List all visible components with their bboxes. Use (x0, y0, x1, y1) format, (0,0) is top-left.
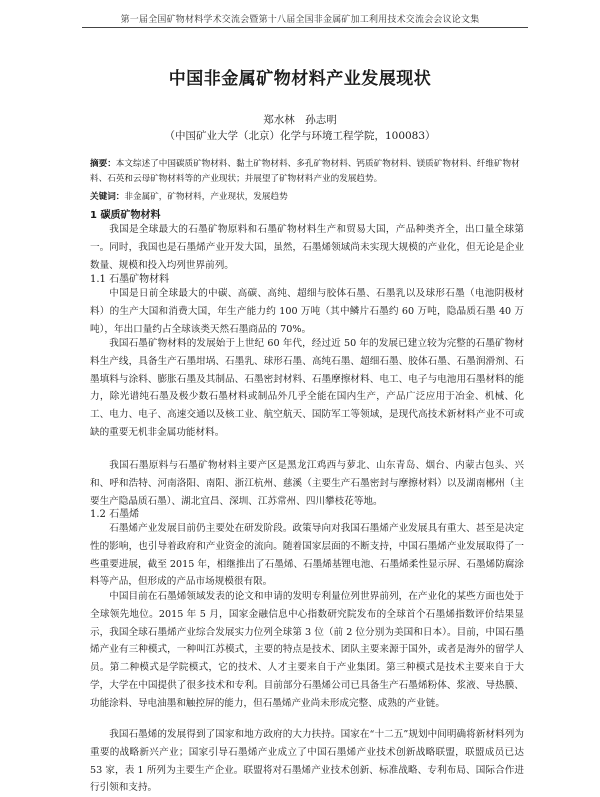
paragraph-2: 中国是日前全球最大的中碳、高碳、高纯、超细与胶体石墨、石墨乳以及球形石墨（电池阴极材料）的生产大国和消费大国，年生产能力约 100 万吨（其中鳞片石墨约 60 万吨，隐晶质石墨 40 万吨），年出口量约占全球该类天然石墨商品的 70%。 (90, 288, 524, 335)
keywords-label: 关键词： (90, 192, 125, 202)
paragraph-5: 石墨烯产业发展目前仍主要处在研发阶段。政策导向对我国石墨烯产业发展具有重大、甚至是决定性的影响，也引导着政府和产业资金的流向。随着国家层面的不断支持，中国石墨烯产业发展取得了一些重要进展，截至 2015 年，相继推出了石墨烯、石墨烯基锂电池、石墨烯柔性显示屏、石墨烯防腐涂料等产品，但形成的产品市场规模很有限。 (90, 523, 524, 588)
paragraph-3: 我国石墨矿物材料的发展始于上世纪 60 年代，经过近 50 年的发展已建立较为完整的石墨矿物材料生产线，具备生产石墨坩埚、石墨乳、球形石墨、高纯石墨、超细石墨、胶体石墨、石墨润滑剂、石墨填料与涂料、膨胀石墨及其制品、石墨密封材料、石墨摩擦材料、电工、电子与电池用石墨材料的能力，除光谱纯石墨及极少数石墨材料或制品外几乎全能在国内生产，产品广泛应用于冶金、机械、化工、电力、电子、高速交通以及核工业、航空航天、国防军工等领域，是现代高技术新材料产业不可或缺的重要无机非金属功能材料。 (90, 338, 524, 438)
keywords-text: 非金属矿，矿物材料，产业现状，发展趋势 (124, 192, 288, 202)
section-heading-1: 1 碳质矿物材料 (90, 210, 161, 221)
abstract (90, 157, 524, 187)
affiliation: （中国矿业大学（北京）化学与环境工程学院，100083） (164, 130, 436, 142)
paragraph-1: 我国是全球最大的石墨矿物原料和石墨矿物材料生产和贸易大国，产品种类齐全，出口量全球第一。同时，我国也是石墨烯产业开发大国，虽然，石墨烯领域尚未实现大规模的产业化，但无论是企业数量、规模和投入均列世界前列。 (90, 224, 524, 271)
paper-title: 中国非金属矿物材料产业发展现状 (168, 69, 432, 89)
subsection-heading-1-2: 1.2 石墨烯 (90, 509, 140, 520)
paragraph-7: 我国石墨烯的发展得到了国家和地方政府的大力扶持。国家在“十二五”规划中间明确将新材料列为重要的战略新兴产业；国家引导石墨烯产业成立了中国石墨烯产业技术创新战略联盟，联盟成员已达 53 家，表 1 所列为主要生产企业。联盟将对石墨烯产业技术创新、标准战略、专利布局、国际合作进行引领和支持。 (90, 729, 524, 794)
paragraph-6: 中国目前在石墨烯领域发表的论文和申请的发明专利量位列世界前列，在产业化的某些方面也处于全球领先地位。2015 年 5 月，国家金融信息中心指数研究院发布的全球首个石墨烯指数评价结果显示，我国全球石墨烯产业综合发展实力位列全球第 3 位（前 2 位分别为美国和日本）。目前，中国石墨烯产业有三种模式，一种叫江苏模式，主要的特点是技术、团队主要来源于国外，或者是海外的留学人员。第二种模式是学院模式，它的技术、人才主要来自于产业集团。第三种模式是技术主要来自于大学，大学在中国提供了很多技术和专利。目前部分石墨烯公司已具备生产石墨烯粉体、浆液、导热膜、功能涂料、导电油墨和触控屏的能力，但石墨烯产业尚未形成完整、成熟的产业链。 (90, 591, 524, 709)
abstract-label: 摘要： (90, 159, 116, 169)
subsection-heading-1-1: 1.1 石墨矿物材料 (90, 274, 170, 285)
paragraph-4: 我国石墨原料与石墨矿物材料主要产区是黑龙江鸡西与萝北、山东青岛、烟台、内蒙古包头、兴和、呼和浩特、河南洛阳、南阳、浙江杭州、慈溪（主要生产石墨密封与摩擦材料）以及湖南郴州（主要生产隐晶质石墨）、湖北宜昌、深圳、江苏常州、四川攀枝花等地。 (90, 460, 524, 507)
running-header: 第一届全国矿物材料学术交流会暨第十八届全国非金属矿加工利用技术交流会会议论文集 (120, 15, 480, 25)
authors: 郑水林 孙志明 (263, 114, 337, 126)
abstract-text: 本文综述了中国碳质矿物材料、黏土矿物材料、多孔矿物材料、钙质矿物材料、镁质矿物材料、纤维矿物材料、石英和云母矿物材料等的产业现状；并展望了矿物材料产业的发展趋势。 (90, 159, 520, 184)
header-rule (82, 27, 528, 28)
keywords (90, 190, 524, 202)
